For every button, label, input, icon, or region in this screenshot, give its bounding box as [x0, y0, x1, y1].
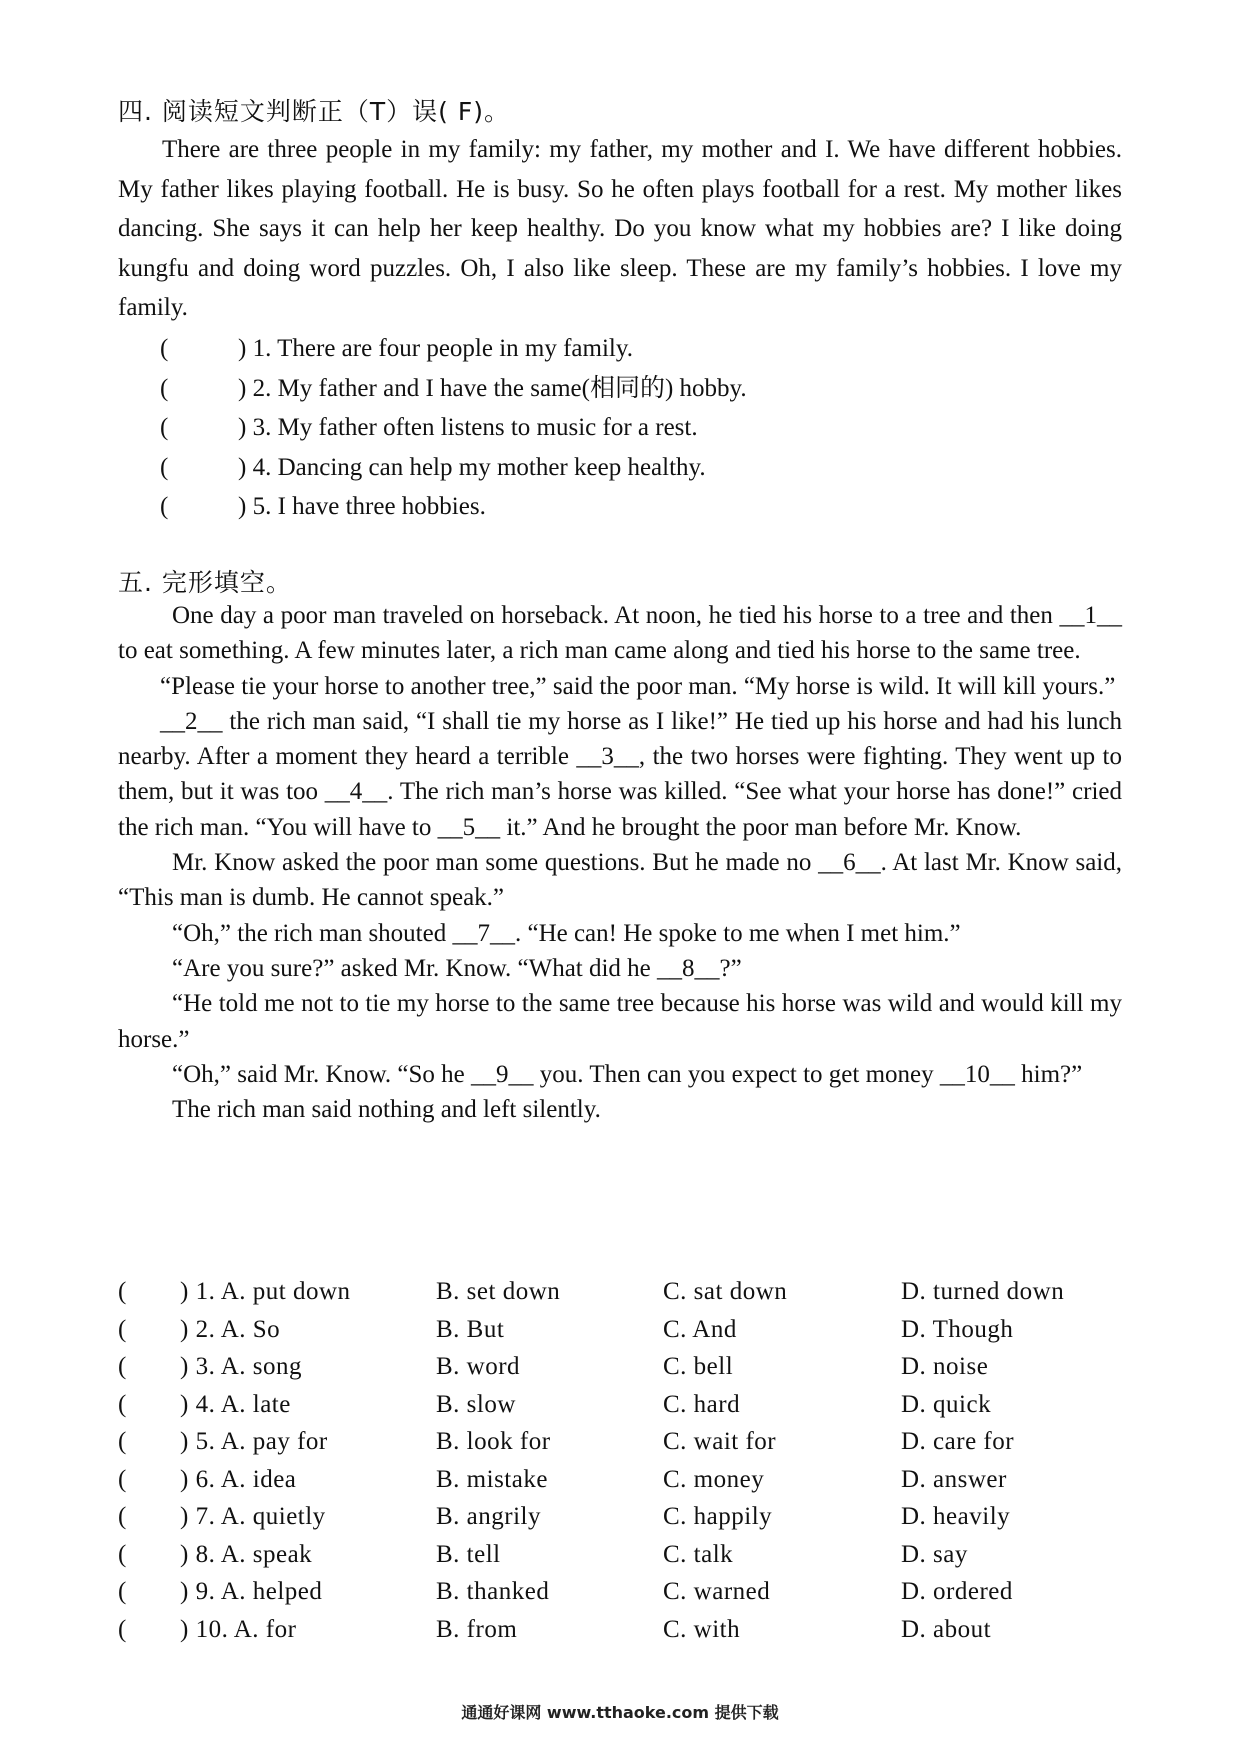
option-a: ) 9. A. helped — [180, 1578, 323, 1605]
cloze-paragraph: “Please tie your horse to another tree,” said the poor man. “My horse is wild. It will kill yours.” — [160, 672, 1116, 700]
option-c: C. hard — [663, 1390, 741, 1418]
option-a: ) 10. A. for — [180, 1615, 297, 1643]
answer-bracket[interactable]: ( — [118, 1390, 127, 1418]
option-b: B. mistake — [436, 1465, 548, 1493]
tf-item-2 — [160, 369, 747, 409]
choice-row-10 — [118, 1611, 1122, 1649]
answer-bracket[interactable]: ( — [118, 1465, 127, 1493]
option-b: B. angrily — [436, 1503, 541, 1530]
option-c: C. with — [663, 1615, 741, 1643]
option-d: D. quick — [901, 1390, 992, 1418]
option-b: B. set down — [436, 1278, 561, 1305]
section-5-heading: 五. 完形填空。 — [118, 568, 292, 597]
cloze-choices — [118, 1273, 1122, 1648]
tf-statement: ) 4. Dancing can help my mother keep healthy. — [238, 453, 706, 481]
answer-bracket[interactable]: ( — [118, 1578, 127, 1605]
cloze-paragraph: The rich man said nothing and left silently. — [172, 1096, 601, 1124]
option-c: C. wait for — [663, 1428, 777, 1455]
answer-bracket[interactable]: ( — [118, 1278, 127, 1305]
choice-row-5 — [118, 1423, 1122, 1461]
option-d: D. care for — [901, 1428, 1015, 1455]
tf-item-5 — [160, 487, 747, 527]
tf-item-4 — [160, 448, 747, 488]
tf-statement: ) 3. My father often listens to music for a rest. — [238, 414, 698, 441]
option-a: ) 3. A. song — [180, 1353, 302, 1380]
option-b: B. thanked — [436, 1578, 550, 1605]
section-4-heading: 四. 阅读短文判断正（T）误( F)。 — [118, 97, 510, 126]
option-a: ) 8. A. speak — [180, 1540, 313, 1568]
option-a: ) 2. A. So — [180, 1315, 281, 1343]
answer-bracket[interactable]: ( — [118, 1428, 127, 1455]
cloze-paragraph: Mr. Know asked the poor man some questions. But he made no __6__. At last Mr. Know said, “This man is dumb. He cannot speak.” — [118, 849, 1122, 912]
option-a: ) 4. A. late — [180, 1390, 291, 1418]
option-b: B. word — [436, 1353, 521, 1380]
answer-bracket[interactable]: ( — [118, 1503, 127, 1530]
option-c: C. sat down — [663, 1278, 788, 1305]
option-d: D. Though — [901, 1315, 1014, 1343]
option-b: B. But — [436, 1315, 505, 1343]
option-c: C. talk — [663, 1540, 734, 1568]
option-b: B. tell — [436, 1540, 501, 1568]
answer-bracket[interactable]: ( — [160, 374, 169, 402]
cloze-paragraph: “Oh,” said Mr. Know. “So he __9__ you. Then can you expect to get money __10__ him?” — [172, 1060, 1083, 1088]
option-d: D. heavily — [901, 1503, 1011, 1530]
cloze-paragraph: “Oh,” the rich man shouted __7__. “He can! He spoke to me when I met him.” — [172, 919, 961, 947]
option-d: D. turned down — [901, 1278, 1065, 1305]
cloze-passage — [118, 598, 1122, 1127]
choice-row-9 — [118, 1573, 1122, 1611]
option-c: C. happily — [663, 1503, 773, 1530]
option-a: ) 5. A. pay for — [180, 1428, 328, 1455]
reading-passage: There are three people in my family: my father, my mother and I. We have different hobbies. My father likes playing football. He is busy. So he often plays football for a rest. My mother likes dancing. She says it can help her keep healthy. Do you know what my hobbies are? I like doing kungfu and doing word puzzles. Oh, I also like sleep. These are my family’s hobbies. I love my family. — [118, 136, 1122, 321]
option-a: ) 1. A. put down — [180, 1278, 351, 1305]
option-c: C. money — [663, 1465, 765, 1493]
choice-row-1 — [118, 1273, 1122, 1311]
option-d: D. say — [901, 1540, 968, 1568]
true-false-list — [160, 329, 747, 527]
choice-row-8 — [118, 1536, 1122, 1574]
option-b: B. look for — [436, 1428, 551, 1455]
answer-bracket[interactable]: ( — [118, 1540, 127, 1568]
answer-bracket[interactable]: ( — [118, 1315, 127, 1343]
option-a: ) 7. A. quietly — [180, 1503, 326, 1530]
option-d: D. ordered — [901, 1578, 1013, 1605]
choice-row-7 — [118, 1498, 1122, 1536]
answer-bracket[interactable]: ( — [160, 335, 169, 362]
tf-item-1 — [160, 329, 747, 369]
tf-statement: ) 1. There are four people in my family. — [238, 335, 633, 362]
choice-row-4 — [118, 1386, 1122, 1424]
option-c: C. warned — [663, 1578, 771, 1605]
choice-row-2 — [118, 1311, 1122, 1349]
choice-row-6 — [118, 1461, 1122, 1499]
choice-row-3 — [118, 1348, 1122, 1386]
option-c: C. And — [663, 1315, 737, 1343]
answer-bracket[interactable]: ( — [118, 1353, 127, 1380]
option-b: B. slow — [436, 1390, 516, 1418]
cloze-paragraph: “Are you sure?” asked Mr. Know. “What did he __8__?” — [172, 954, 742, 982]
option-d: D. answer — [901, 1465, 1007, 1493]
cloze-paragraph: __2__ the rich man said, “I shall tie my horse as I like!” He tied up his horse and had his lunch nearby. After a moment they heard a terrible __3__, the two horses were fighting. They went up to them, but it was too __4__. The rich man’s horse was killed. “See what your horse has done!” cried the rich man. “You will have to __5__ it.” And he brought the poor man before Mr. Know. — [118, 707, 1122, 841]
answer-bracket[interactable]: ( — [160, 414, 169, 441]
answer-bracket[interactable]: ( — [160, 453, 169, 481]
cloze-paragraph: One day a poor man traveled on horseback. At noon, he tied his horse to a tree and then __1__ to eat something. A few minutes later, a rich man came along and tied his horse to the same tree. — [118, 602, 1122, 665]
cloze-paragraph: “He told me not to tie my horse to the same tree because his horse was wild and would kill my horse.” — [118, 990, 1122, 1053]
tf-statement: ) 5. I have three hobbies. — [238, 493, 486, 520]
answer-bracket[interactable]: ( — [160, 493, 169, 520]
option-c: C. bell — [663, 1353, 734, 1380]
option-d: D. noise — [901, 1353, 989, 1380]
footer-watermark: 通通好课网 www.tthaoke.com 提供下载 — [461, 1703, 779, 1722]
tf-statement: ) 2. My father and I have the same(相同的) hobby. — [238, 374, 747, 402]
tf-item-3 — [160, 408, 747, 448]
answer-bracket[interactable]: ( — [118, 1615, 127, 1643]
option-a: ) 6. A. idea — [180, 1465, 297, 1493]
option-b: B. from — [436, 1615, 518, 1643]
option-d: D. about — [901, 1615, 992, 1643]
